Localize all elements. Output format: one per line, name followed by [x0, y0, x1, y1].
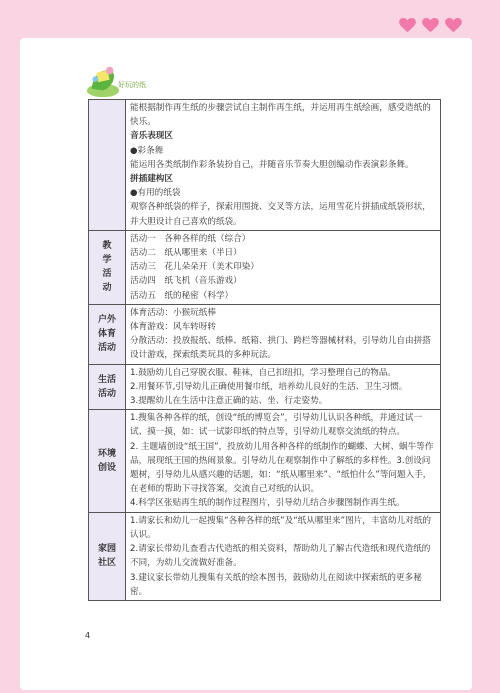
section-heading: 音乐表现区 — [130, 131, 173, 142]
heart-decoration — [399, 18, 462, 33]
curriculum-table — [88, 99, 441, 601]
row-label-text: 社区 — [97, 558, 116, 569]
table-row — [89, 410, 441, 512]
row-label-text: 户外 — [97, 315, 116, 326]
row-content — [126, 100, 441, 231]
row-label-text: 教 — [102, 241, 112, 252]
row-label-text: 动 — [102, 283, 112, 294]
content-line: 能运用各类纸制作彩条装扮自己，并随音乐节奏大胆创编动作表演彩条舞。 — [130, 159, 414, 170]
table-row — [89, 304, 441, 364]
content-line: 4.科学区张贴再生纸的制作过程图片，引导幼儿结合步骤图制作再生纸。 — [130, 498, 405, 509]
content-line: 1.鼓励幼儿自己穿脱衣服、鞋袜，自己扣纽扣，学习整理自己的物品。 — [130, 367, 397, 378]
table-row — [89, 230, 441, 304]
content-line: ●彩条舞 — [130, 145, 164, 156]
section-heading: 拼插建构区 — [130, 174, 173, 185]
row-label — [89, 230, 126, 304]
content-line: 活动四 纸飞机（音乐游戏） — [130, 276, 242, 287]
heart-icon — [422, 18, 439, 33]
content-line: 3.建议家长带幼儿搜集有关纸的绘本图书，鼓励幼儿在阅读中探索纸的更多秘密。 — [130, 572, 422, 597]
row-label-text: 学 — [102, 255, 112, 266]
row-label-text: 环境 — [97, 448, 116, 459]
row-label — [89, 410, 126, 512]
row-label-text: 家园 — [97, 544, 116, 555]
row-label — [89, 304, 126, 364]
content-line: 能根据制作再生纸的步骤尝试自主制作再生纸，并运用再生纸绘画，感受造纸的快乐。 — [130, 103, 431, 128]
content-line: 活动二 纸从哪里来（半日） — [130, 248, 242, 259]
content-line: 1.请家长和幼儿一起搜集“各种各样的纸”及“纸从哪里来”图片，丰富幼儿对纸的认识。 — [130, 515, 432, 540]
row-label-text: 生活 — [97, 374, 116, 385]
row-label-text: 活动 — [97, 388, 116, 399]
table-row — [89, 512, 441, 600]
content-line: 体育游戏：风车转呀转 — [130, 322, 216, 333]
content-line: 2. 主题墙创设“纸王国”，投放幼儿用各种各样的纸制作的蝴蝶、大树、蜗牛等作品，展现纸王国的热闹景象。引导幼儿在观察制作中了解纸的多样性。3.创设问题树，引导幼儿从感兴趣的话题，如：“纸从哪里来”、“纸怕什么”等问题入手，在老师的帮助下寻找答案，交流自己对纸的认识。 — [130, 441, 434, 495]
content-line: 分散活动：投放报纸、纸棒、纸箱、拱门、跨栏等器械材料，引导幼儿自由拼搭设计游戏，探索纸类玩具的多种玩法。 — [130, 336, 431, 361]
heart-icon — [399, 18, 416, 33]
content-line: 观察各种纸袋的样子，探索用围拢、交叉等方法，运用雪花片拼插成纸袋形状，并大胆设计自己喜欢的纸袋。 — [130, 202, 431, 227]
row-content — [126, 304, 441, 364]
table-row — [89, 100, 441, 231]
row-content — [126, 230, 441, 304]
row-content — [126, 512, 441, 600]
row-content — [126, 410, 441, 512]
content-line: 1.搜集各种各样的纸，创设“纸的博览会”，引导幼儿认识各种纸，并通过试一试、摸一摸，如：试一试影印纸的特点等，引导幼儿观察交流纸的特点。 — [130, 413, 423, 438]
content-line: 活动三 花儿朵朵开（美术印染） — [130, 262, 259, 273]
content-line: 体育活动：小猴玩纸棒 — [130, 307, 216, 318]
theme-logo-icon — [84, 62, 122, 100]
document-page — [20, 38, 472, 690]
row-label — [89, 512, 126, 600]
row-label — [89, 100, 126, 231]
content-line: 活动五 纸的秘密（科学） — [130, 290, 234, 301]
content-line: ●有用的纸袋 — [130, 188, 181, 199]
logo-caption: 好玩的纸 — [118, 81, 146, 89]
content-line: 2.请家长带幼儿查看古代造纸的相关资料，帮助幼儿了解古代造纸和现代造纸的不同，为幼儿交流做好准备。 — [130, 544, 431, 569]
row-label — [89, 364, 126, 410]
table-row — [89, 364, 441, 410]
row-label-text: 创设 — [97, 462, 116, 473]
content-line: 3.提醒幼儿在生活中注意正确的站、坐、行走姿势。 — [130, 396, 328, 407]
row-label-text: 活 — [102, 269, 112, 280]
heart-icon — [445, 18, 462, 33]
page-number: 4 — [85, 631, 91, 640]
content-line: 2.用餐环节,引导幼儿正确使用餐巾纸，培养幼儿良好的生活、卫生习惯。 — [130, 381, 408, 392]
row-content — [126, 364, 441, 410]
row-label-text: 体育 — [97, 329, 116, 340]
row-label-text: 活动 — [97, 343, 116, 354]
content-line: 活动一 各种各样的纸（综合） — [130, 233, 251, 244]
